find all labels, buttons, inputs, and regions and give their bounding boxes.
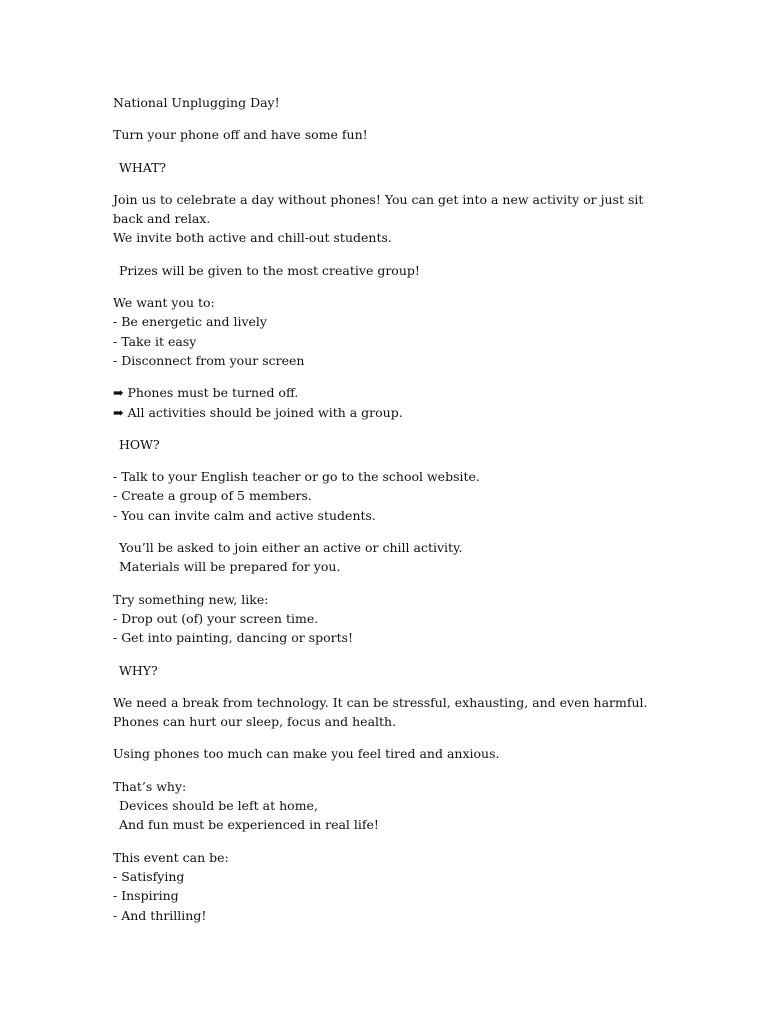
- note-line: You’ll be asked to join either an active or chill activity.: [119, 540, 463, 556]
- list-item: - Be energetic and lively: [113, 314, 267, 330]
- what-heading-text: WHAT?: [119, 159, 167, 175]
- document-body: [113, 93, 653, 938]
- reason-line: Phones can hurt our sleep, focus and health.: [113, 714, 397, 730]
- event-heading: This event can be:: [113, 849, 229, 865]
- list-item: - Get into painting, dancing or sports!: [113, 630, 354, 646]
- list-item: - Inspiring: [113, 888, 179, 904]
- conclusion-line: And fun must be experienced in real life!: [119, 817, 379, 833]
- tagline-text: Turn your phone off and have some fun!: [113, 127, 368, 143]
- note-line: Materials will be prepared for you.: [119, 559, 341, 575]
- thats-why-heading: That’s why:: [113, 778, 187, 794]
- why-heading: [113, 661, 653, 680]
- overuse-text: Using phones too much can make you feel tired and anxious.: [113, 746, 500, 762]
- title-text: National Unplugging Day!: [113, 95, 280, 110]
- rules-list: [113, 383, 653, 422]
- what-intro: [113, 190, 653, 248]
- list-item: - Disconnect from your screen: [113, 352, 305, 368]
- list-item: - Create a group of 5 members.: [113, 488, 312, 504]
- try-list: [113, 590, 653, 648]
- want-heading: We want you to:: [113, 295, 215, 311]
- how-heading-text: HOW?: [119, 436, 160, 452]
- how-steps: [113, 467, 653, 525]
- want-list: [113, 293, 653, 370]
- how-notes: [113, 538, 653, 577]
- why-reasons: [113, 693, 653, 732]
- rule-item: ➡ Phones must be turned off.: [113, 385, 299, 401]
- conclusion-line: Devices should be left at home,: [119, 798, 318, 814]
- list-item: - And thrilling!: [113, 907, 207, 923]
- reason-line: We need a break from technology. It can be stressful, exhausting, and even harmful.: [113, 694, 648, 710]
- document-title: [113, 93, 653, 112]
- intro-line: We invite both active and chill-out students.: [113, 230, 392, 246]
- overuse-note: [113, 744, 653, 763]
- prizes-text: Prizes will be given to the most creative group!: [119, 262, 420, 278]
- what-heading: [113, 158, 653, 177]
- tagline: [113, 125, 653, 144]
- try-heading: Try something new, like:: [113, 591, 269, 607]
- list-item: - Take it easy: [113, 333, 197, 349]
- thats-why-block: [113, 777, 653, 835]
- intro-line: Join us to celebrate a day without phones! You can get into a new activity or just sit back and relax.: [113, 191, 644, 227]
- list-item: - You can invite calm and active students.: [113, 507, 376, 523]
- how-heading: [113, 435, 653, 454]
- prizes-note: [113, 261, 653, 280]
- why-heading-text: WHY?: [119, 662, 158, 678]
- event-list: [113, 848, 653, 925]
- list-item: - Satisfying: [113, 868, 185, 884]
- rule-item: ➡ All activities should be joined with a group.: [113, 404, 403, 420]
- list-item: - Talk to your English teacher or go to the school website.: [113, 469, 480, 485]
- list-item: - Drop out (of) your screen time.: [113, 610, 319, 626]
